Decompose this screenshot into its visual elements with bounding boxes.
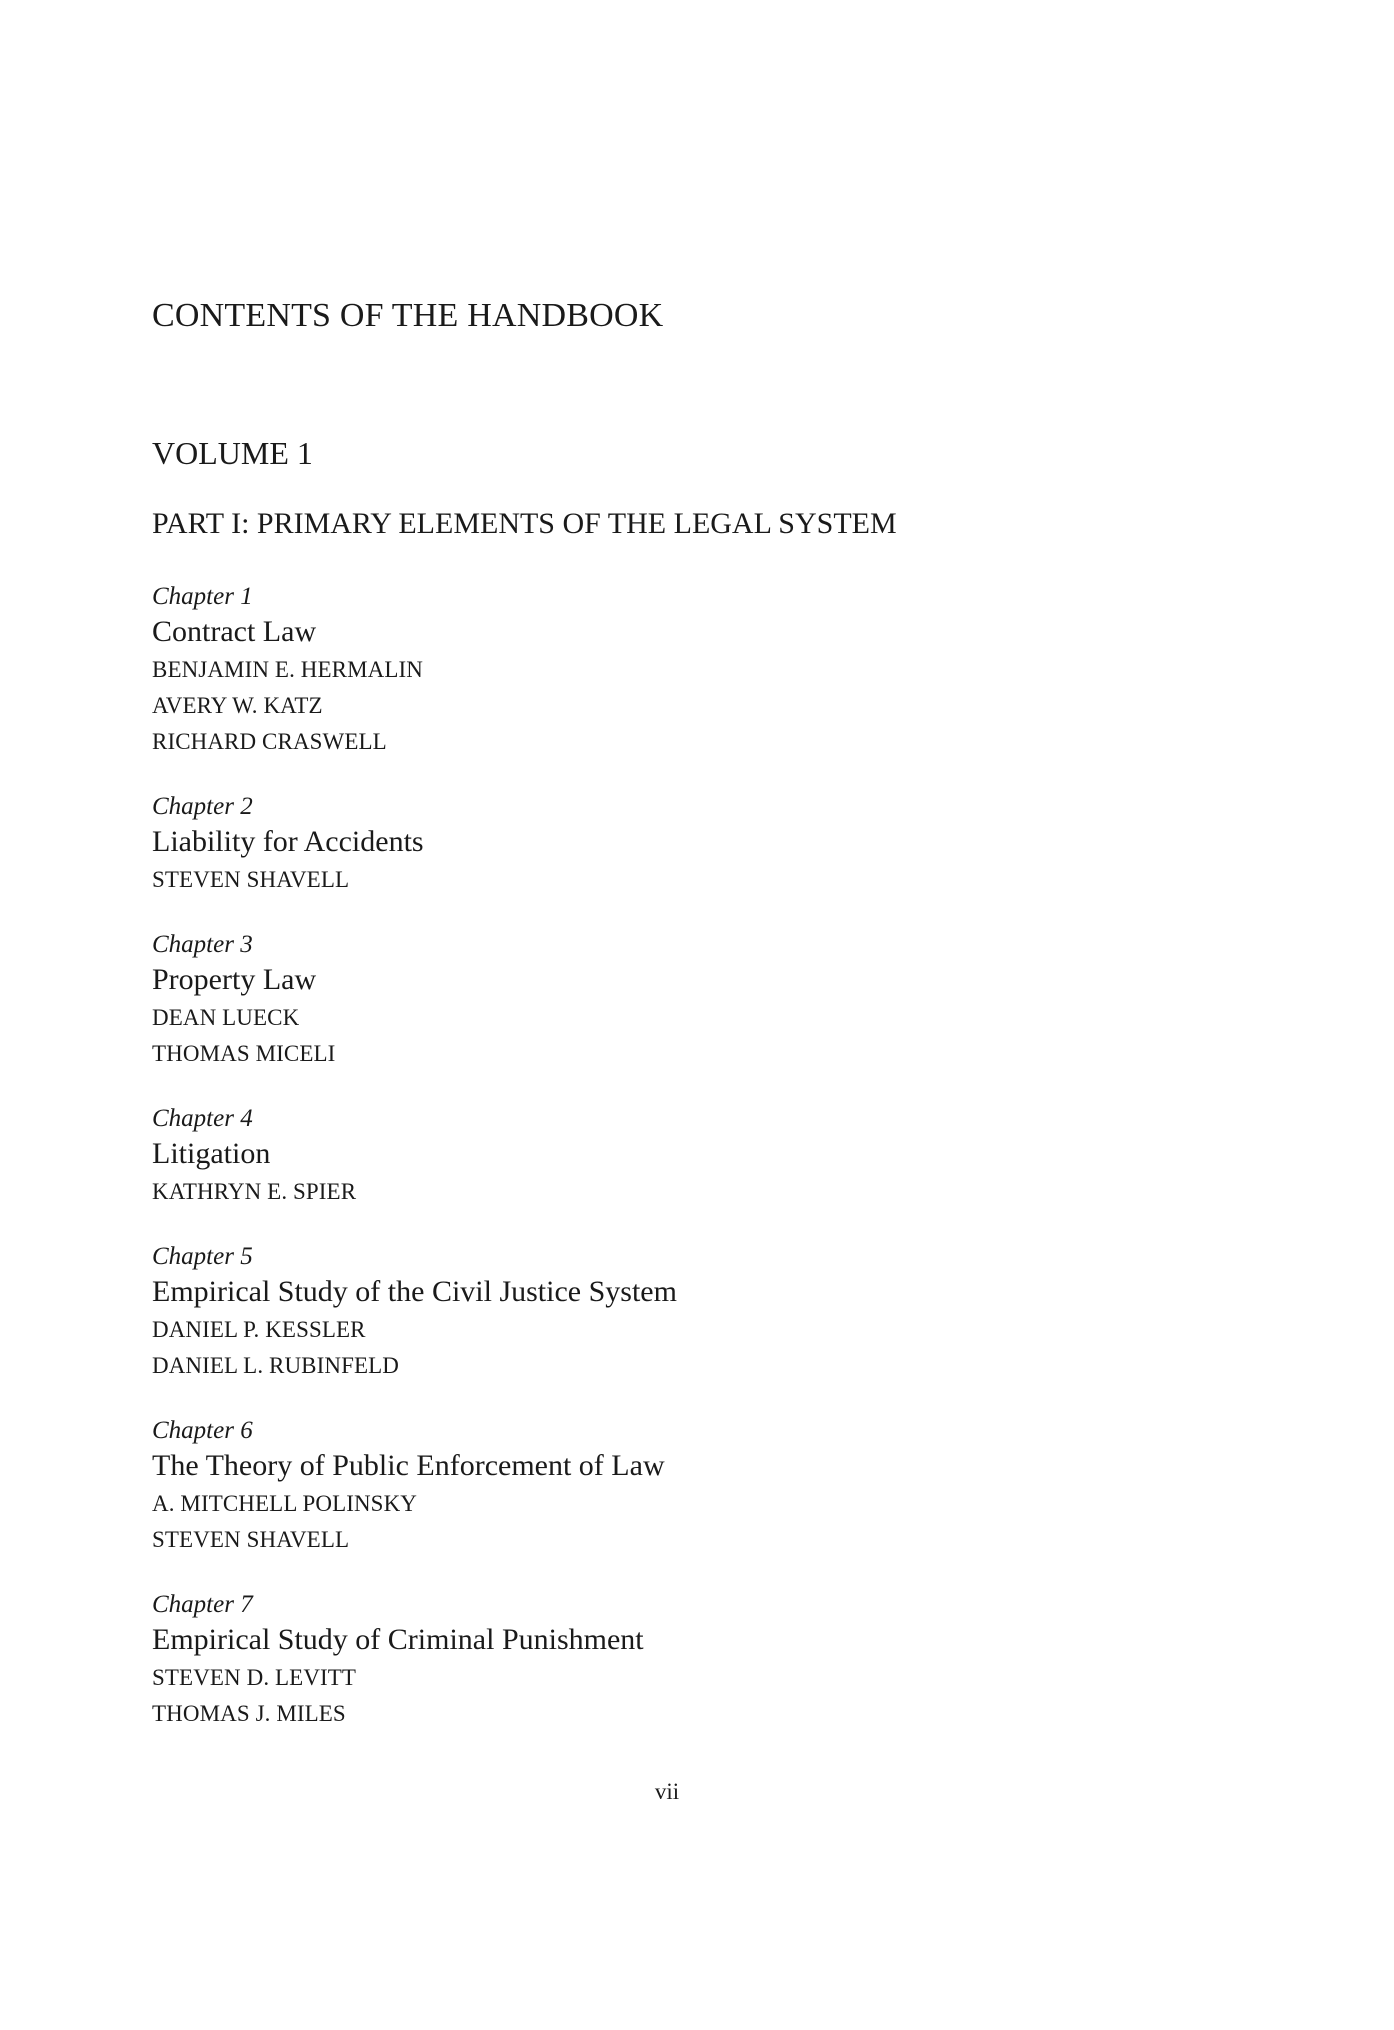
volume-heading: VOLUME 1 [152, 435, 313, 471]
chapter-entry [152, 930, 1252, 1072]
chapter-entry [152, 1242, 1252, 1384]
chapter-entry [152, 1416, 1252, 1558]
chapter-title: Litigation [152, 1137, 271, 1170]
contents-section [152, 296, 1252, 1764]
chapter-author: RICHARD CRASWELL [152, 729, 387, 754]
chapter-label: Chapter 2 [152, 793, 253, 820]
chapter-author: AVERY W. KATZ [152, 693, 323, 718]
chapter-title: Liability for Accidents [152, 825, 424, 858]
chapter-list [152, 582, 1252, 1732]
chapter-label: Chapter 7 [152, 1591, 253, 1618]
chapter-author: KATHRYN E. SPIER [152, 1179, 357, 1204]
page-title: CONTENTS OF THE HANDBOOK [152, 297, 664, 334]
chapter-author: THOMAS MICELI [152, 1041, 336, 1066]
chapter-entry [152, 792, 1252, 898]
chapter-author: BENJAMIN E. HERMALIN [152, 657, 423, 682]
chapter-entry [152, 1104, 1252, 1210]
chapter-label: Chapter 5 [152, 1243, 253, 1270]
chapter-author: STEVEN SHAVELL [152, 867, 350, 892]
chapter-author: A. MITCHELL POLINSKY [152, 1491, 417, 1516]
chapter-author: STEVEN D. LEVITT [152, 1665, 357, 1690]
chapter-label: Chapter 3 [152, 931, 253, 958]
chapter-label: Chapter 6 [152, 1417, 253, 1444]
chapter-title: The Theory of Public Enforcement of Law [152, 1449, 665, 1482]
chapter-author: DANIEL L. RUBINFELD [152, 1353, 399, 1378]
chapter-author: STEVEN SHAVELL [152, 1527, 350, 1552]
chapter-label: Chapter 4 [152, 1105, 253, 1132]
chapter-author: DANIEL P. KESSLER [152, 1317, 366, 1342]
chapter-entry [152, 582, 1252, 760]
chapter-entry [152, 1590, 1252, 1732]
chapter-title: Contract Law [152, 615, 317, 648]
page-number: vii [654, 1779, 680, 1804]
chapter-label: Chapter 1 [152, 583, 253, 610]
chapter-author: DEAN LUECK [152, 1005, 300, 1030]
chapter-title: Empirical Study of Criminal Punishment [152, 1623, 644, 1656]
chapter-title: Property Law [152, 963, 317, 996]
chapter-author: THOMAS J. MILES [152, 1701, 346, 1726]
chapter-title: Empirical Study of the Civil Justice System [152, 1275, 677, 1308]
part-heading: PART I: PRIMARY ELEMENTS OF THE LEGAL SYSTEM [152, 507, 897, 540]
